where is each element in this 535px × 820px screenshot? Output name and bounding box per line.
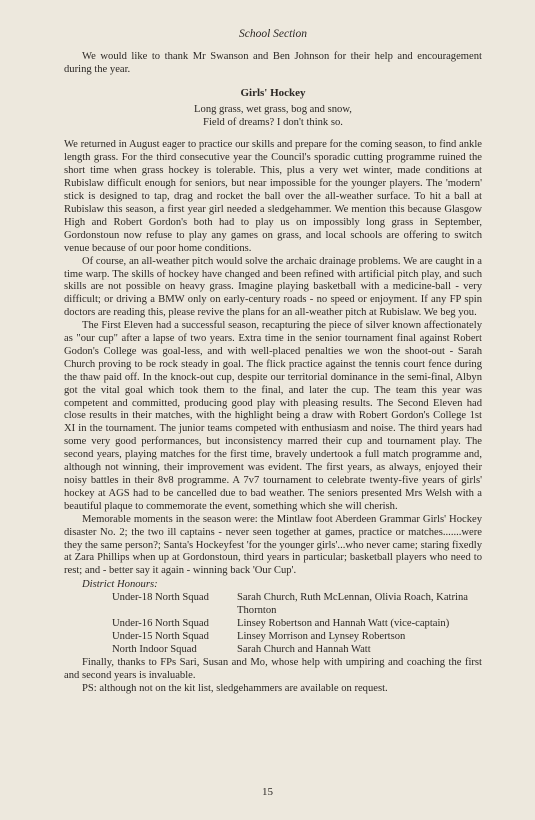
body-paragraph: The First Eleven had a successful season, recapturing the piece of silver known affectionately as "our cup" after a lapse of two years. Extra time in the senior tournament final against Robert Godon's College was goal-less, and with well-placed penalties we won the shoot-out - Sarah Church proving to be rock steady in goal. The flick practice against the tennis court fence during the thaw paid off. In the knock-out cup, despite our territorial dominance in the semi-final, Albyn got the vital goal which took them to the final, and later the cup. The team this year was competent and committed, producing good play with pleasing results. The Second Eleven had close results in their matches, with the highlight being a draw with Robert Gordon's College 1st XI in the tournament. The junior teams competed with enthusiasm and noise. The third years had some very good performances, but inconsistency marred their cup and tournament play. The second years, playing matches for the first time, bravely undertook a full match programme and, although not winning, their improvement was evident. The first years, as always, enjoyed their noisy battles in their 8v8 programme. A 7v7 tournament to celebrate twenty-five years of girls' hockey at AGS had to be cancelled due to bad weather. The seniors presented Mrs Welsh with a beautiful plaque to commemorate the event, something which she will cherish. (64, 320, 482, 512)
intro-paragraph: We would like to thank Mr Swanson and Ben Johnson for their help and encouragement during the year. (64, 50, 482, 75)
closing-paragraph: Finally, thanks to FPs Sari, Susan and Mo, whose help with umpiring and coaching the first and second years is invaluable. (64, 656, 482, 681)
honours-row (112, 618, 482, 631)
body-paragraph: Of course, an all-weather pitch would solve the archaic drainage problems. We are caught in a time warp. The skills of hockey have changed and been refined with artificial pitch play, and such skills are not possible on heavy grass. Imagine playing basketball with a medicine-ball - very difficult; or driving a BMW only on early-century roads - no speed or enjoyment. If any FP spin doctors are reading this, please revive the plans for an all-weather pitch at Rubislaw. We beg you. (64, 255, 482, 319)
honours-squad: North Indoor Squad (112, 643, 197, 655)
honours-row (112, 631, 482, 644)
honours-names: Linsey Robertson and Hannah Watt (vice-captain) (237, 617, 450, 629)
honours-row (112, 644, 482, 657)
honours-squad: Under-16 North Squad (112, 617, 209, 629)
honours-squad: Under-18 North Squad (112, 592, 209, 604)
page-content (64, 28, 482, 695)
honours-heading: District Honours: (82, 579, 158, 591)
honours-row (112, 592, 482, 618)
postscript: PS: although not on the kit list, sledgehammers are available on request. (82, 682, 388, 694)
poem-line: Long grass, wet grass, bog and snow, (194, 103, 352, 115)
poem (64, 104, 482, 130)
page-number: 15 (262, 786, 273, 798)
body-paragraph: Memorable moments in the season were: the Mintlaw foot Aberdeen Grammar Girls' Hockey disaster No. 2; the two ill captains - never seen together at games, practice or matches.......were they the same person?; Santa's Hockeyfest 'for the younger girls'...who never came; staring fixedly at Zara Phillips when up at Gordonstoun, third years in particular; basketball players who need to rest; and - better say it again - winning back 'Our Cup'. (64, 513, 482, 577)
honours-names: Sarah Church and Hannah Watt (237, 643, 371, 655)
honours-names: Sarah Church, Ruth McLennan, Olivia Roach, Katrina Thornton (237, 592, 468, 617)
poem-line: Field of dreams? I don't think so. (203, 116, 343, 128)
article-title: Girls' Hockey (240, 86, 306, 99)
honours-table (112, 592, 482, 657)
section-header: School Section (238, 28, 308, 40)
honours-squad: Under-15 North Squad (112, 630, 209, 642)
body-paragraph: We returned in August eager to practice our skills and prepare for the coming season, to find ankle length grass. For the third consecutive year the Council's sporadic cutting programme ruined the short time when grass hockey is tolerable. This, plus a very wet winter, made conditions at Rubislaw difficult enough for seniors, but near impossible for the younger players. The 'modern' stick is designed to tap, drag and rocket the ball over the all-weather surface. To hit a ball at Rubislaw this season, a first year girl needed a sledgehammer. We mention this because Glasgow High and Robert Gordon's both had to play us on impossibly long grass in September, Gordonstoun now refuse to play any games on grass, and local schools are offering to switch venue because of our poor home conditions. (64, 139, 482, 254)
honours-names: Linsey Morrison and Lynsey Robertson (237, 630, 406, 642)
